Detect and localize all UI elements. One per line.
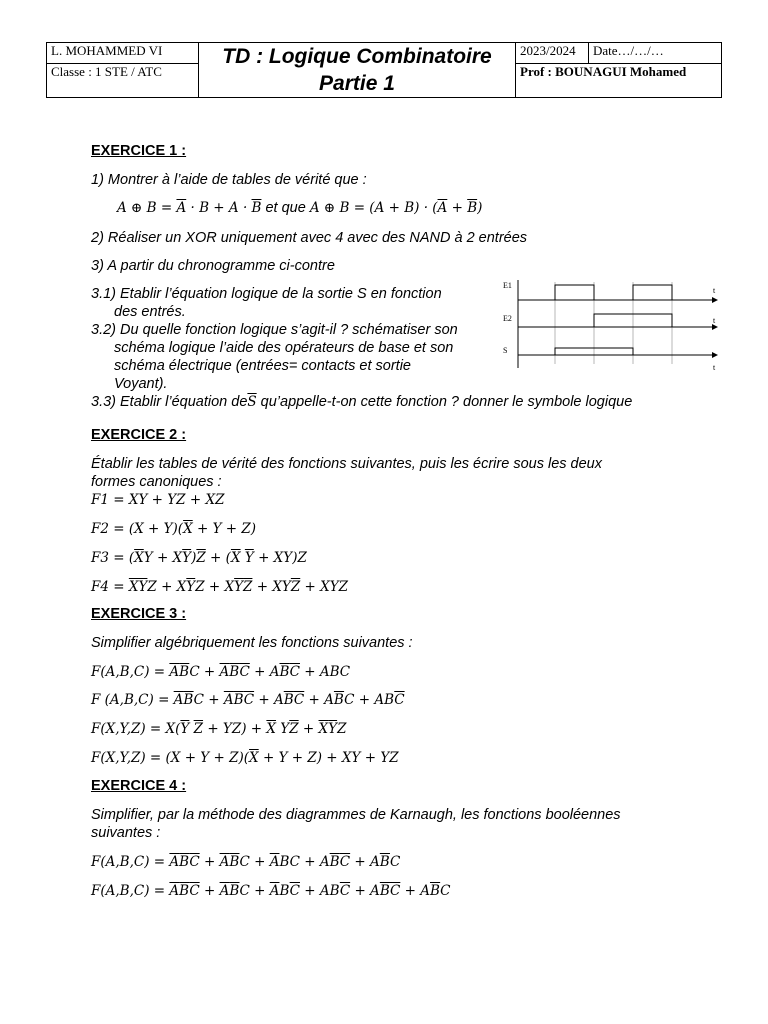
t-label-2: t (713, 316, 716, 325)
ex1-q32-line1: 3.2) Du quelle fonction logique s’agit-il ? schématiser son (91, 322, 458, 338)
ex4-intro-line1: Simplifier, par la méthode des diagrammes de Karnaugh, les fonctions booléennes (91, 807, 621, 823)
ex1-q33 (91, 393, 632, 411)
ex1-q3: 3) A partir du chronogramme ci-contre (91, 258, 335, 274)
ex2-intro-line2: formes canoniques : (91, 474, 222, 490)
title-line-1: TD : Logique Combinatoire (222, 45, 492, 68)
ex4-f1: $F(A,B,C) = \overline{A}\overline{B}\overline{C} + \overline{A}\overline{B}C + \overline{A}BC + A\overline{B}\overline{C} + A\overline{B}C$ (91, 854, 401, 870)
ex1-q33-start: 3.3) Etablir l’équation de (91, 394, 248, 410)
ex1-xor-formula: A ⊕ $B = \overline{A} \cdot B + A \cdot \overline{B}$ et que A ⊕ $B = (A + B) \cdot (\overline{A} + \overline{B})$ (117, 200, 483, 216)
school-cell (47, 43, 199, 64)
class-label: Classe : 1 STE / ATC (51, 64, 162, 79)
ex1-q32-line3: schéma électrique (entrées= contacts et sortie (114, 358, 411, 374)
ex2-heading: EXERCICE 2 : (91, 427, 187, 443)
t-label-3: t (713, 363, 716, 372)
chronogram (498, 276, 724, 376)
prof-name: Prof : BOUNAGUI Mohamed (520, 64, 687, 79)
s-label: S (503, 346, 508, 355)
ex2-f2: $F2 = (X + Y)(\overline{X} + Y + Z)$ (91, 521, 257, 537)
ex3-f4: $F(X,Y,Z) = (X + Y + Z)(\overline{X} + Y + Z)$ + XY + YZ (91, 750, 399, 766)
ex3-f2: F $(A,B,C) = \overline{A}\overline{B}C + \overline{A}\overline{B}\overline{C} + A\overline{B}\overline{C} + A\overline{B}C + AB\overline{C}$ (91, 692, 405, 708)
et-que-label: et que (265, 200, 306, 216)
ex2-f3: $F3 = (\overline{X}Y + X\overline{Y})\overline{Z} + (\overline{X}$ $\overline{Y} + XY)Z$ (91, 550, 307, 566)
ex1-q31-line1: 3.1) Etablir l’équation logique de la sortie S en fonction (91, 286, 442, 302)
title-line-2: Partie 1 (319, 72, 395, 95)
ex4-intro-line2: suivantes : (91, 825, 161, 841)
ex1-q31-line2: des entrés. (114, 304, 186, 320)
year-cell (516, 43, 589, 64)
ex3-f1: $F(A,B,C) = \overline{A}\overline{B}C + \overline{A}\overline{B}\overline{C} + A\overline{B}\overline{C}$ + ABC (91, 664, 351, 680)
ex3-f3: $F(X,Y,Z) = X(\overline{Y}$ $\overline{Z} + YZ) + \overline{X}$ $Y\overline{Z} + \overline{X}\overline{Y}Z$ (91, 721, 347, 737)
e1-signal (518, 285, 672, 300)
ex3-intro: Simplifier algébriquement les fonctions suivantes : (91, 635, 413, 651)
ex2-f4: $F4 = \overline{X}\overline{Y}Z + X\overline{Y}Z + X\overline{Y}\overline{Z} + XY\overline{Z}$ + XYZ (91, 579, 349, 595)
ex2-f1: F1 = XY + YZ + XZ (91, 492, 225, 508)
date-field: Date…/…/… (593, 43, 664, 58)
ex1-q32-line2: schéma logique l’aide des opérateurs de base et son (114, 340, 454, 356)
ex1-q1: 1) Montrer à l’aide de tables de vérité que : (91, 172, 367, 188)
ex1-heading: EXERCICE 1 : (91, 143, 187, 159)
ex1-q2: 2) Réaliser un XOR uniquement avec 4 avec des NAND à 2 entrées (91, 230, 528, 246)
school-name: L. MOHAMMED VI (51, 43, 163, 58)
ex2-intro (91, 455, 602, 491)
e2-label: E2 (503, 314, 512, 323)
ex4-intro (91, 806, 621, 842)
ex1-q32-line4: Voyant). (114, 376, 168, 392)
s-signal (518, 348, 633, 355)
school-year: 2023/2024 (520, 43, 576, 58)
t-label-1: t (713, 286, 716, 295)
title-cell (199, 43, 516, 98)
ex4-heading: EXERCICE 4 : (91, 778, 187, 794)
date-cell (589, 43, 722, 64)
ex4-f2: $F(A,B,C) = \overline{A}\overline{B}\overline{C} + \overline{A}\overline{B}C + \overline{A}B\overline{C} + AB\overline{C} + A\overline{B}\overline{C} + A\overline{B}C$ (91, 883, 451, 899)
e2-signal (518, 314, 672, 327)
ex2-intro-line1: Établir les tables de vérité des fonctions suivantes, puis les écrire sous les deux (91, 456, 602, 472)
class-cell (47, 64, 199, 98)
header-table (46, 42, 722, 98)
e1-label: E1 (503, 281, 512, 290)
s-bar-symbol: $\overline{S}$ (247, 394, 257, 410)
ex3-heading: EXERCICE 3 : (91, 606, 187, 622)
prof-cell (516, 64, 722, 98)
ex1-q33-end: qu’appelle-t-on cette fonction ? donner le symbole logique (260, 394, 633, 410)
